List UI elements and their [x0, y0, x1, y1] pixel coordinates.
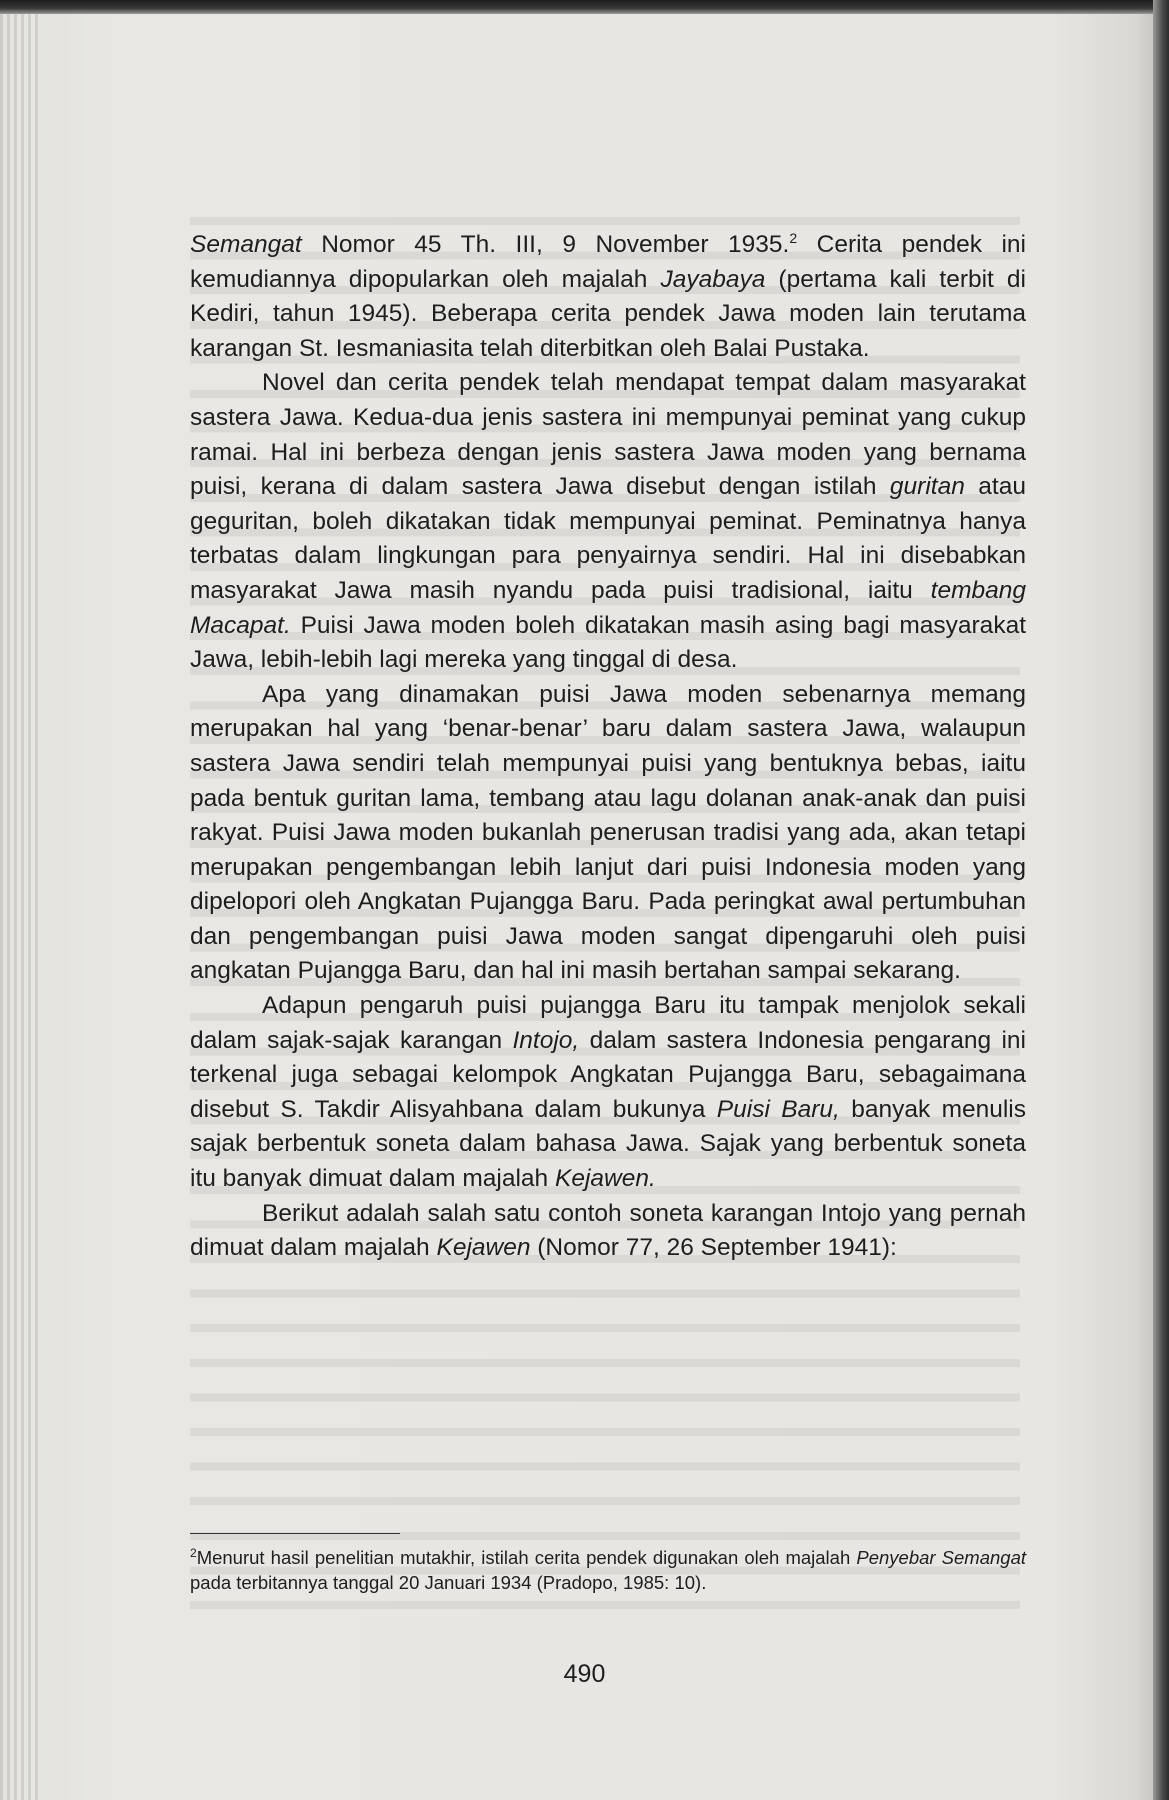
paragraph-5: Berikut adalah salah satu contoh soneta karangan Intojo yang pernah dimuat dalam majalah Kejawen (Nomor 77, 26 September 1941): [190, 1199, 1026, 1262]
paragraph-4: Adapun pengaruh puisi pujangga Baru itu tampak menjolok sekali dalam sajak-sajak karangan Intojo, dalam sastera Indonesia pengarang ini terkenal juga sebagai kelompok Angkatan Pujangga Baru, sebagaimana disebut S. Takdir Alisyahbana dalam bukunya Puisi Baru, banyak menulis sajak berbentuk soneta dalam bahasa Jawa. Sajak yang berbentuk soneta itu banyak dimuat dalam majalah Kejawen. [190, 992, 1026, 1193]
right-scan-edge [1153, 0, 1169, 1800]
page-stack-edge [0, 10, 40, 1800]
paragraph-3: Apa yang dinamakan puisi Jawa moden sebenarnya memang merupakan hal yang ‘benar-benar’ baru dalam sastera Jawa, walaupun sastera Jawa sendiri telah mempunyai puisi yang bentuknya bebas, iaitu pada bentuk guritan lama, tembang atau lagu dolanan anak-anak dan puisi rakyat. Puisi Jawa moden bukanlah penerusan tradisi yang ada, akan tetapi merupakan pengembangan lebih lanjut dari puisi Indonesia moden yang dipelopori oleh Angkatan Pujangga Baru. Pada peringkat awal pertumbuhan dan pengembangan puisi Jawa moden sangat dipengaruhi oleh puisi angkatan Pujangga Baru, dan hal ini masih bertahan sampai sekarang. [190, 680, 1026, 985]
footnote-divider [190, 1533, 400, 1534]
top-scan-edge [0, 0, 1169, 14]
footnote-marker: 2 [190, 1545, 197, 1560]
footnote: $^2$Menurut hasil penelitian mutakhir, istilah cerita pendek digunakan oleh majalah Penyebar Semangat pada terbitannya tanggal 20 Januari 1934 (Pradopo, 1985: 10). [190, 1545, 1026, 1593]
footnote-ref: 2 [789, 229, 798, 246]
paragraph-2: Novel dan cerita pendek telah mendapat tempat dalam masyarakat sastera Jawa. Kedua-dua jenis sastera ini mempunyai peminat yang cukup ramai. Hal ini berbeza dengan jenis sastera Jawa moden yang bernama puisi, kerana di dalam sastera Jawa disebut dengan istilah guritan atau geguritan, boleh dikatakan tidak mempunyai peminat. Peminatnya hanya terbatas dalam lingkungan para penyairnya sendiri. Hal ini disebabkan masyarakat Jawa masih nyandu pada puisi tradisional, iaitu tembang Macapat. Puisi Jawa moden boleh dikatakan masih asing bagi masyarakat Jawa, lebih-lebih lagi mereka yang tinggal di desa. [190, 369, 1026, 674]
body-text [190, 228, 1026, 1266]
page-number: 490 [563, 1660, 606, 1688]
paragraph-1: Semangat Nomor 45 Th. III, 9 November 1935.$^2$ Cerita pendek ini kemudiannya dipopularkan oleh majalah Jayabaya (pertama kali terbit di Kediri, tahun 1945). Beberapa cerita pendek Jawa moden lain terutama karangan St. Iesmaniasita telah diterbitkan oleh Balai Pustaka. [190, 229, 1026, 362]
